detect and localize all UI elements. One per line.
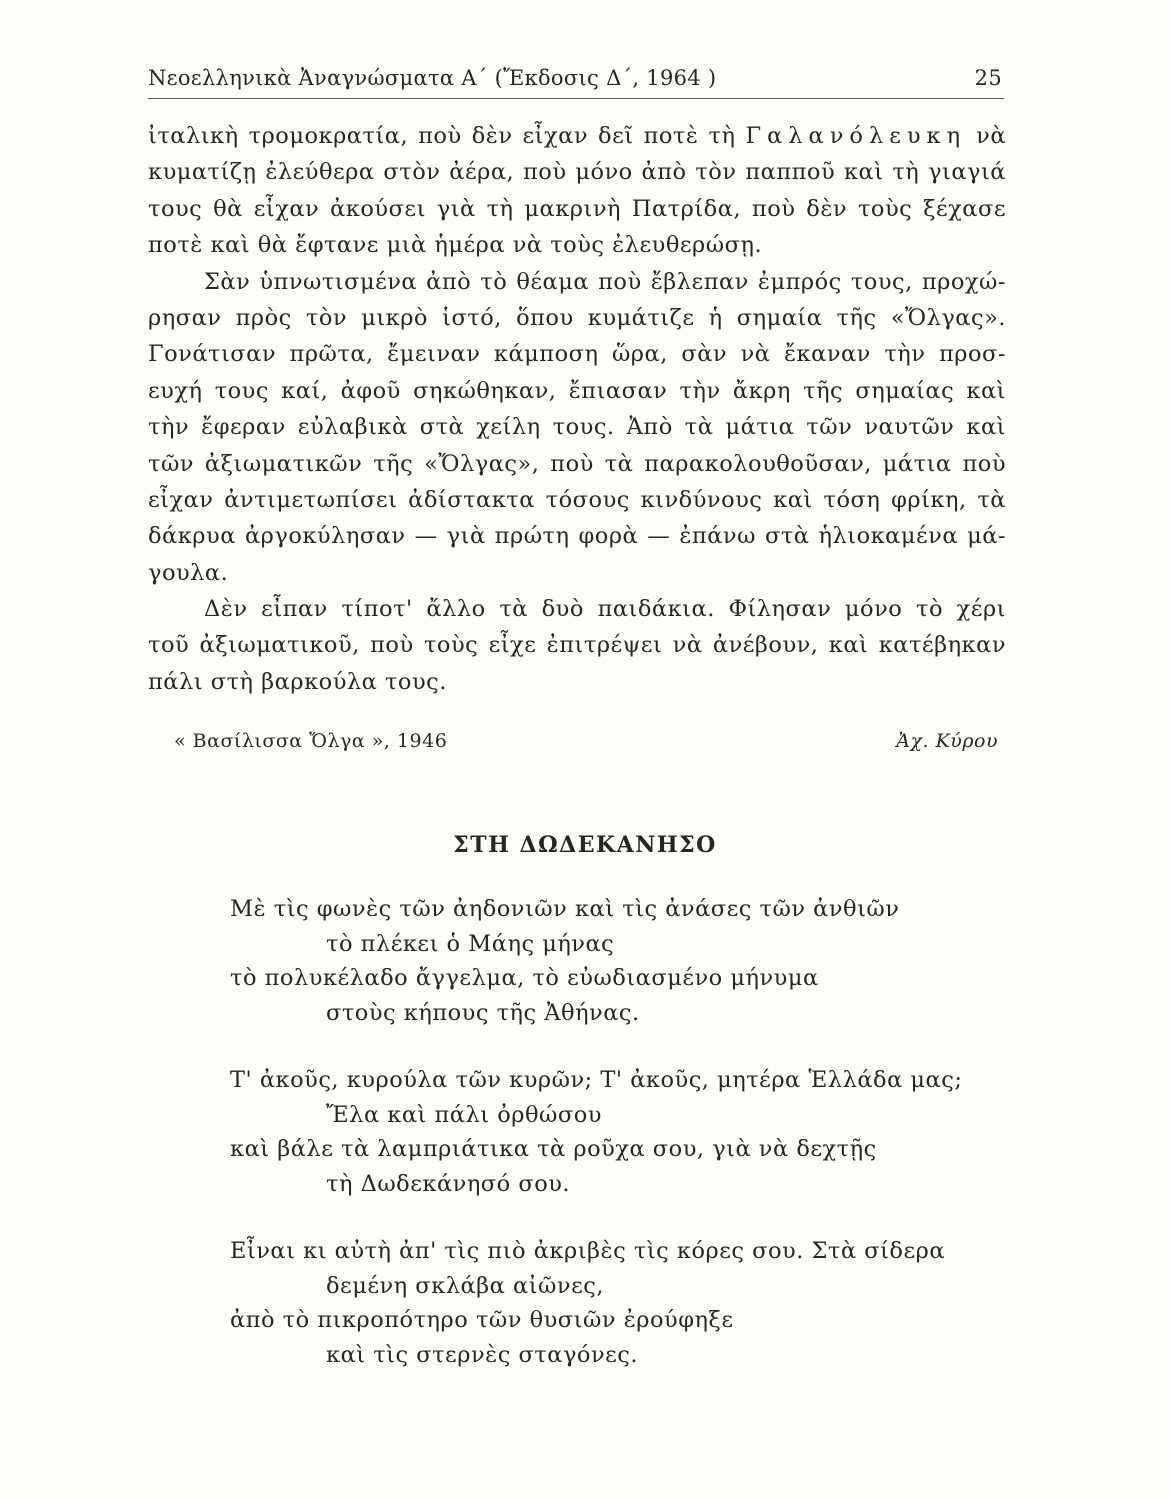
- text-line: ἰταλικὴ τρομοκρατία, ποὺ δὲν εἶχαν δεῖ ποτὲ τὴ Γαλανόλευκη νὰ: [148, 123, 1007, 149]
- text-line: κυματίζῃ ἐλεύθερα στὸν ἀέρα, ποὺ μόνο ἀπὸ τὸν παπποῦ καὶ τὴ γιαγιά: [148, 159, 1006, 186]
- stanza: [230, 1063, 1010, 1201]
- verse-line: Εἶναι κι αὐτὴ ἀπ' τὶς πιὸ ἀκριβὲς τὶς κόρες σου. Στὰ σίδερα: [230, 1238, 946, 1264]
- page-number: 25: [974, 66, 1002, 90]
- stanza: [230, 892, 1010, 1030]
- text-line: τοῦ ἀξιωματικοῦ, ποὺ τοὺς εἶχε ἐπιτρέψει νὰ ἀνέβουν, καὶ κατέβηκαν: [148, 632, 1006, 659]
- verse-line: Ἔλα καὶ πάλι ὀρθώσου: [326, 1101, 602, 1128]
- prose-text: [148, 118, 1006, 700]
- author-signature: Ἀχ. Κύρου: [896, 730, 998, 752]
- text-line: Δὲν εἶπαν τίποτ' ἄλλο τὰ δυὸ παιδάκια. Φίλησαν μόνο τὸ χέρι: [204, 596, 1006, 623]
- text-line: Γονάτισαν πρῶτα, ἔμειναν κάμποση ὥρα, σὰν νὰ ἔκαναν τὴν προσ-: [148, 341, 1006, 368]
- verse-line: Τ' ἀκοῦς, κυρούλα τῶν κυρῶν; Τ' ἀκοῦς, μητέρα Ἑλλάδα μας;: [230, 1067, 963, 1093]
- verse-line: καὶ βάλε τὰ λαμπριάτικα τὰ ροῦχα σου, γιὰ νὰ δεχτῇς: [230, 1136, 877, 1162]
- emphasized-word: Γαλανόλευκη: [745, 123, 967, 149]
- book-title: Νεοελληνικὰ Ἀναγνώσματα Α΄ (Ἔκδοσις Δ΄, 1964 ): [148, 66, 717, 90]
- text-line: τῶν ἀξιωματικῶν τῆς «Ὄλγας», ποὺ τὰ παρακολουθοῦσαν, μάτια ποὺ: [148, 450, 1006, 477]
- verse-line: ἀπὸ τὸ πικροπότηρο τῶν θυσιῶν ἐρούφηξε: [230, 1307, 734, 1333]
- verse-line: καὶ τὶς στερνὲς σταγόνες.: [326, 1341, 639, 1368]
- text-line: πάλι στὴ βαρκούλα τους.: [148, 668, 447, 695]
- poem-title: ΣΤΗ ΔΩΔΕΚΑΝΗΣΟ: [453, 832, 717, 858]
- text-line: τους θὰ εἶχαν ἀκούσει γιὰ τὴ μακρινὴ Πατρίδα, ποὺ δὲν τοὺς ξέχασε: [148, 195, 1006, 222]
- text-line: δάκρυα ἀργοκύλησαν — γιὰ πρώτη φορὰ — ἐπάνω στὰ ἡλιοκαμένα μά-: [148, 523, 1006, 550]
- text-line: ευχή τους καί, ἀφοῦ σηκώθηκαν, ἔπιασαν τὴν ἄκρη τῆς σημαίας καὶ: [148, 377, 1006, 404]
- text-line: Σὰν ὑπνωτισμένα ἀπὸ τὸ θέαμα ποὺ ἔβλεπαν ἐμπρός τους, προχώ-: [204, 268, 1006, 295]
- stanza: [230, 1234, 1010, 1372]
- text-line: τὴν ἔφεραν εὐλαβικὰ στὰ χείλη τους. Ἀπὸ τὰ μάτια τῶν ναυτῶν καὶ: [148, 414, 1006, 441]
- text-line: γουλα.: [148, 559, 229, 586]
- text-line: ποτὲ καὶ θὰ ἔφτανε μιὰ ἡμέρα νὰ τοὺς ἐλευθερώσῃ.: [148, 232, 763, 259]
- text-line: ρησαν πρὸς τὸν μικρὸ ἱστό, ὅπου κυμάτιζε ἡ σημαία τῆς «Ὄλγας».: [148, 304, 1006, 331]
- running-header: [148, 64, 1004, 99]
- text-line: εἶχαν ἀντιμετωπίσει ἀδίστακτα τόσους κινδύνους καὶ τόση φρίκη, τὰ: [148, 486, 1006, 513]
- verse-line: τὴ Δωδεκάνησό σου.: [326, 1170, 571, 1197]
- source-citation: « Βασίλισσα Ὄλγα », 1946: [174, 730, 448, 752]
- verse-line: δεμένη σκλάβα αἰῶνες,: [326, 1272, 604, 1299]
- verse-line: τὸ πολυκέλαδο ἄγγελμα, τὸ εὐωδιασμένο μήνυμα: [230, 965, 819, 991]
- verse-line: τὸ πλέκει ὁ Μάης μήνας: [326, 930, 615, 957]
- poem-body: [230, 892, 1010, 1405]
- verse-line: στοὺς κήπους τῆς Ἀθήνας.: [326, 999, 640, 1026]
- verse-line: Μὲ τὶς φωνὲς τῶν ἀηδονιῶν καὶ τὶς ἀνάσες τῶν ἀνθιῶν: [230, 896, 900, 922]
